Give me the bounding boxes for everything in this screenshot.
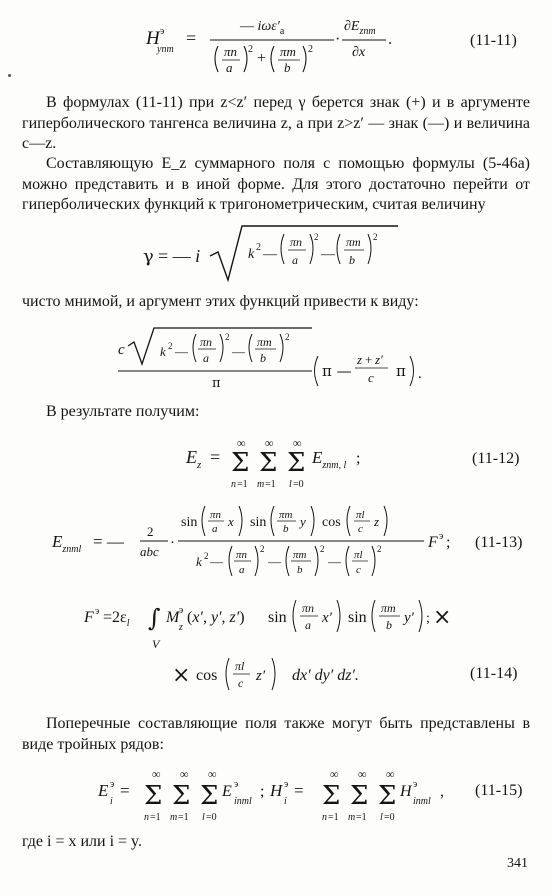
eq-label-11-15: (11-15) — [475, 782, 523, 799]
svg-text:Σ: Σ — [231, 448, 250, 478]
svg-text:=0: =0 — [384, 812, 395, 823]
svg-text:a: a — [212, 523, 218, 535]
svg-text:э: э — [413, 779, 418, 790]
svg-text:b: b — [284, 60, 291, 75]
svg-text:Σ: Σ — [200, 781, 219, 811]
svg-text:+: + — [365, 352, 373, 367]
svg-text:+: + — [257, 50, 267, 67]
svg-text:F: F — [428, 534, 438, 551]
svg-text:Eznml: $E_{znml}$ — [52, 532, 82, 555]
svg-text:—: — — [232, 344, 245, 359]
svg-text:;: ; — [260, 783, 265, 800]
svg-text:э: э — [110, 779, 115, 790]
svg-text:π: π — [212, 376, 221, 391]
svg-text:∞: ∞ — [265, 436, 274, 450]
svg-text:э: э — [95, 606, 100, 617]
svg-text:∞: ∞ — [152, 767, 161, 781]
svg-text:×: × — [433, 605, 452, 630]
svg-text:ynm: ynm — [157, 44, 174, 55]
svg-text:H: H — [146, 28, 160, 49]
svg-text:i: i — [110, 796, 113, 807]
svg-text:n: n — [144, 812, 149, 823]
svg-text:πl: πl — [356, 509, 365, 521]
svg-text:E: E — [222, 783, 232, 800]
svg-text:=: = — [186, 28, 197, 48]
svg-text:=1: =1 — [178, 812, 189, 823]
svg-text:∂Eznm: $\partial E_{znm}$ — [344, 19, 376, 37]
svg-text:=1: =1 — [265, 479, 276, 490]
svg-text:y′: y′ — [404, 610, 414, 626]
svg-text:2: 2 — [225, 332, 230, 342]
svg-text:(x′, y′, z′): (x′, y′, z′) — [187, 609, 245, 626]
svg-text:b: b — [260, 351, 266, 365]
paragraph-3-text: чисто мнимой, и аргумент этих функций привести к виду: — [22, 293, 419, 310]
paragraph-5-text: Поперечные составляющие поля также могут быть представлены в виде тройных рядов: — [22, 715, 530, 753]
svg-text:—: — — [210, 554, 223, 569]
svg-text:πm: πm — [280, 44, 296, 59]
svg-text:πm: πm — [257, 335, 272, 349]
svg-text:πl: πl — [235, 659, 245, 673]
svg-text:∫: ∫ — [148, 604, 161, 632]
svg-text:z: z — [179, 622, 183, 633]
svg-text:πn: πn — [302, 601, 315, 615]
svg-text:=: = — [120, 781, 130, 800]
svg-text:Ez: $E_z$ — [186, 447, 202, 471]
svg-text:πl: πl — [354, 549, 363, 561]
svg-text:inml: inml — [234, 796, 252, 807]
svg-text:э: э — [439, 531, 444, 542]
svg-text:b: b — [349, 253, 355, 267]
svg-text:— iωε′a: — $i\omega\varepsilon'_a$ — [240, 19, 285, 37]
svg-text:l: l — [380, 812, 383, 823]
svg-text:2: 2 — [314, 232, 319, 242]
svg-text:э: э — [234, 779, 239, 790]
svg-text:z: z — [357, 352, 363, 367]
svg-text:z′: z′ — [256, 668, 266, 684]
svg-text:×: × — [172, 663, 191, 688]
svg-text:·: · — [335, 31, 341, 48]
svg-text:k: k — [248, 247, 255, 262]
svg-text:n: n — [231, 479, 236, 490]
svg-text:πn: πn — [236, 549, 248, 561]
svg-text:=1: =1 — [328, 812, 339, 823]
svg-text:π: π — [396, 362, 406, 380]
svg-text:πn: πn — [224, 44, 238, 59]
svg-text:πn: πn — [200, 335, 213, 349]
svg-text:2: 2 — [147, 524, 154, 539]
svg-text:c: c — [356, 564, 361, 576]
svg-text:inml: inml — [413, 796, 431, 807]
svg-text:.: . — [388, 31, 392, 48]
svg-text:2: 2 — [248, 44, 253, 55]
svg-text:Σ: Σ — [378, 781, 397, 811]
svg-text:b: b — [283, 523, 289, 535]
svg-text:2: 2 — [373, 232, 378, 242]
svg-text:V: V — [152, 637, 160, 651]
svg-text:2: 2 — [204, 551, 209, 561]
svg-text:π —: π — — [322, 362, 352, 380]
svg-text:πm: πm — [346, 235, 361, 249]
svg-text:n: n — [322, 812, 327, 823]
svg-text:c: c — [118, 342, 125, 358]
svg-text:= —: = — — [93, 532, 124, 551]
paragraph-4-text: В результате получим: — [46, 403, 200, 420]
svg-text:cos: cos — [322, 515, 341, 530]
svg-text:2: 2 — [308, 44, 313, 55]
svg-text:=1: =1 — [356, 812, 367, 823]
svg-text:sin: sin — [348, 609, 367, 626]
svg-text:sin: sin — [181, 515, 198, 530]
svg-text:z′: z′ — [375, 352, 383, 367]
svg-text:m: m — [170, 812, 178, 823]
svg-text:2: 2 — [285, 332, 290, 342]
svg-text:c: c — [358, 523, 363, 535]
svg-text:Eznm, l: $E_{znm, l}$ — [312, 448, 347, 471]
svg-text:2: 2 — [377, 544, 382, 554]
page-number: 341 — [507, 856, 528, 871]
svg-text:Σ: Σ — [322, 781, 341, 811]
eq-label-11-12: (11-12) — [472, 450, 520, 467]
svg-text:l: l — [202, 812, 205, 823]
svg-text:.: . — [418, 366, 422, 382]
svg-text:sin: sin — [250, 515, 267, 530]
svg-text:M: M — [166, 609, 180, 626]
svg-text:i: i — [284, 796, 287, 807]
svg-text:;: ; — [426, 611, 430, 626]
svg-text:c: c — [368, 370, 374, 385]
svg-text:=: = — [210, 447, 221, 467]
svg-text:abc: abc — [140, 544, 159, 559]
svg-text:cos: cos — [196, 667, 218, 684]
eq-label-11-13: (11-13) — [475, 534, 523, 551]
paragraph-6 — [22, 832, 530, 853]
paragraph-1-text: В формулах (11-11) при z<z′ перед γ берется знак (+) и в аргументе гиперболического тангенса величина z, а при z>z′ — знак (—) и величина c—z. — [22, 94, 530, 152]
svg-text:,: , — [440, 783, 444, 800]
svg-text:∞: ∞ — [358, 767, 367, 781]
svg-text:y: y — [300, 514, 306, 529]
eq-label-11-11: (11-11) — [470, 32, 517, 49]
svg-text:Σ: Σ — [287, 448, 306, 478]
svg-text:—: — — [263, 247, 277, 262]
svg-text:2: 2 — [320, 544, 325, 554]
svg-text:;: ; — [446, 534, 451, 551]
svg-text:·: · — [170, 535, 175, 551]
svg-text:a: a — [292, 253, 298, 267]
svg-text:πm: πm — [279, 509, 293, 521]
svg-text:Σ: Σ — [350, 781, 369, 811]
svg-text:=2εl: $=2\varepsilon_l$ — [103, 609, 130, 629]
svg-text:= — i: = — i — [158, 246, 201, 266]
svg-text:a: a — [203, 351, 209, 365]
svg-text:;: ; — [356, 450, 361, 467]
svg-text:b: b — [297, 564, 303, 576]
svg-text:Σ: Σ — [144, 781, 163, 811]
svg-text:2: 2 — [256, 242, 261, 253]
svg-text:∂x: ∂x — [352, 45, 366, 60]
svg-text:m: m — [257, 479, 265, 490]
svg-text:πm: πm — [381, 601, 396, 615]
svg-text:H: H — [270, 781, 283, 800]
svg-text:2: 2 — [168, 341, 173, 351]
svg-text:—: — — [175, 344, 188, 359]
svg-text:∞: ∞ — [386, 767, 395, 781]
paragraph-6-text: где i = x или i = y. — [22, 833, 143, 850]
svg-text:a: a — [226, 60, 233, 75]
svg-text:—: — — [268, 554, 281, 569]
svg-text:γ: γ — [143, 246, 154, 267]
paragraph-2-text: Составляющую E_z суммарного поля с помощью формулы (5-46а) можно представить и в иной форме. Для этого достаточно перейти от гиперболических функций к тригонометрическим, считая величину — [22, 155, 530, 213]
svg-text:πm: πm — [293, 549, 307, 561]
svg-text:—: — — [321, 247, 335, 262]
svg-text:E: E — [98, 781, 109, 800]
svg-text:z: z — [374, 514, 380, 529]
svg-text:∞: ∞ — [237, 436, 246, 450]
svg-text:πn: πn — [210, 509, 222, 521]
svg-text:k: k — [196, 554, 202, 569]
svg-text:=0: =0 — [293, 479, 304, 490]
svg-text:∞: ∞ — [208, 767, 217, 781]
svg-text:=1: =1 — [237, 479, 248, 490]
svg-text:Σ: Σ — [259, 448, 278, 478]
svg-text:=: = — [294, 781, 304, 800]
svg-text:F: F — [84, 609, 94, 626]
svg-text:Σ: Σ — [172, 781, 191, 811]
svg-text:c: c — [238, 676, 244, 690]
svg-text:=0: =0 — [206, 812, 217, 823]
svg-text:э: э — [179, 605, 184, 616]
svg-text:∞: ∞ — [330, 767, 339, 781]
svg-text:l: l — [289, 479, 292, 490]
svg-text:=1: =1 — [150, 812, 161, 823]
svg-text:k: k — [160, 344, 166, 359]
eq-label-11-14: (11-14) — [470, 665, 518, 682]
svg-text:m: m — [348, 812, 356, 823]
svg-text:a: a — [305, 618, 311, 632]
svg-text:2: 2 — [260, 544, 265, 554]
svg-text:x: x — [228, 514, 234, 529]
svg-text:э: э — [284, 779, 289, 790]
svg-text:H: H — [400, 783, 412, 800]
svg-text:dx′ dy′ dz′.: dx′ dy′ dz′. — [292, 667, 359, 684]
svg-text:a: a — [239, 564, 245, 576]
svg-text:x′: x′ — [322, 610, 332, 626]
svg-text:πn: πn — [290, 235, 303, 249]
svg-text:sin: sin — [268, 609, 287, 626]
svg-text:э: э — [160, 26, 165, 37]
svg-text:∞: ∞ — [293, 436, 302, 450]
svg-text:∞: ∞ — [180, 767, 189, 781]
svg-text:b: b — [386, 618, 392, 632]
svg-text:—: — — [328, 554, 341, 569]
